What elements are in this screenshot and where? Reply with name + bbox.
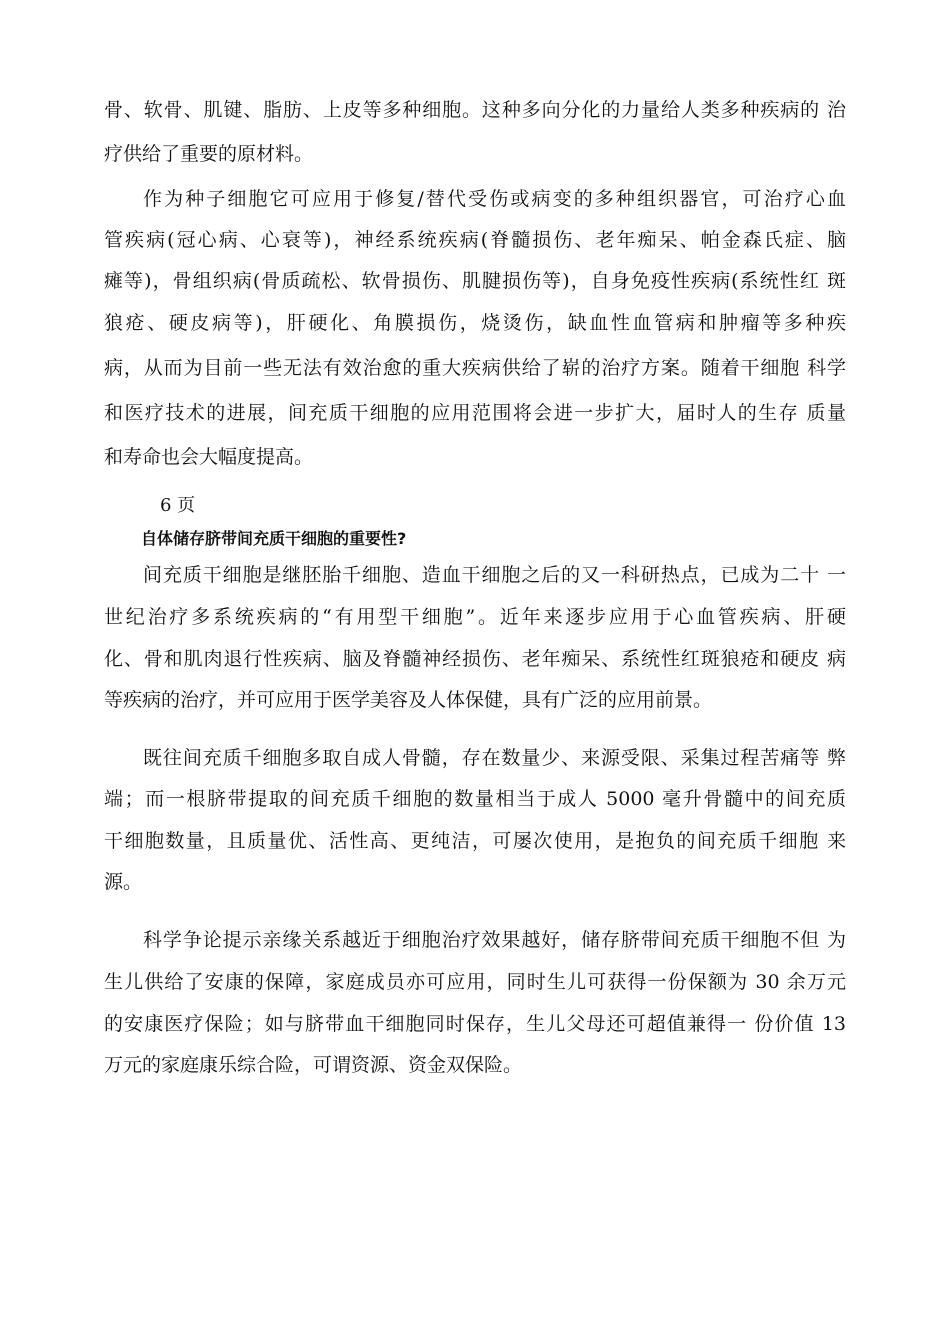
paragraph-3-line-4: 等疾病的治疗，并可应用于医学美容及人体保健，具有广泛的应用前景。 xyxy=(104,689,713,711)
paragraph-3-line-3: 化、骨和肌肉退行性疾病、脑及脊髓神经损伤、老年痴呆、系统性红斑狼疮和硬皮 病 xyxy=(104,648,846,670)
paragraph-2-line-1: 作为种子细胞它可应用于修复/替代受伤或病变的多种组织器官，可治疗心血 xyxy=(143,188,846,210)
paragraph-2-line-2: 管疾病(冠心病、心衰等)，神经系统疾病(脊髓损伤、老年痴呆、帕金森氏症、脑 xyxy=(104,229,846,251)
paragraph-1-line-2: 疗供给了重要的原材料。 xyxy=(104,143,314,165)
paragraph-1-line-1: 骨、软骨、肌键、脂肪、上皮等多种细胞。这种多向分化的力量给人类多种疾病的 治 xyxy=(104,99,846,121)
paragraph-3-line-2: 世纪治疗多系统疾病的“有用型干细胞”。近年来逐步应用于心血管疾病、肝硬 xyxy=(104,606,846,628)
paragraph-5-line-1: 科学争论提示亲缘关系越近于细胞治疗效果越好，储存脐带间充质干细胞不但 为 xyxy=(143,929,846,951)
paragraph-4-line-1: 既往间充质千细胞多取自成人骨髓，存在数量少、来源受限、采集过程苦痛等 弊 xyxy=(143,747,846,769)
paragraph-5-line-2: 生儿供给了安康的保障，家庭成员亦可应用，同时生儿可获得一份保额为 30 余万元 xyxy=(104,971,846,993)
paragraph-2-line-4: 狼疮、硬皮病等)，肝硬化、角膜损伤，烧烫伤，缺血性血管病和肿瘤等多种疾 xyxy=(104,312,846,334)
paragraph-4-line-3: 干细胞数量，且质量优、活性高、更纯洁，可屡次使用，是抱负的间充质千细胞 来 xyxy=(104,830,846,852)
paragraph-2-line-6: 和医疗技术的进展，间充质干细胞的应用范围将会进一步扩大，届时人的生存 质量 xyxy=(104,402,846,424)
paragraph-4-line-2: 端；而一根脐带提取的间充质千细胞的数量相当于成人 5000 毫升骨髓中的间充质 xyxy=(104,788,846,810)
paragraph-5-line-4: 万元的家庭康乐综合险，可谓资源、资金双保险。 xyxy=(104,1054,523,1076)
page-number: 6 页 xyxy=(160,495,196,516)
paragraph-2-line-5: 病，从而为目前一些无法有效治愈的重大疾病供给了崭的治疗方案。随着干细胞 科学 xyxy=(104,357,846,379)
section-heading: 自体储存脐带间充质干细胞的重要性? xyxy=(141,529,407,548)
paragraph-2-line-3: 瘫等)，骨组织病(骨质疏松、软骨损伤、肌腱损伤等)，自身免疫性疾病(系统性红 斑 xyxy=(104,270,846,292)
paragraph-3-line-1: 间充质干细胞是继胚胎千细胞、造血干细胞之后的又一科研热点，已成为二十 一 xyxy=(143,564,846,586)
paragraph-2-line-7: 和寿命也会大幅度提高。 xyxy=(104,446,314,468)
paragraph-4-line-4: 源。 xyxy=(104,871,143,893)
paragraph-5-line-3: 的安康医疗保险；如与脐带血干细胞同时保存，生儿父母还可超值兼得一 份价值 13 xyxy=(104,1013,846,1035)
